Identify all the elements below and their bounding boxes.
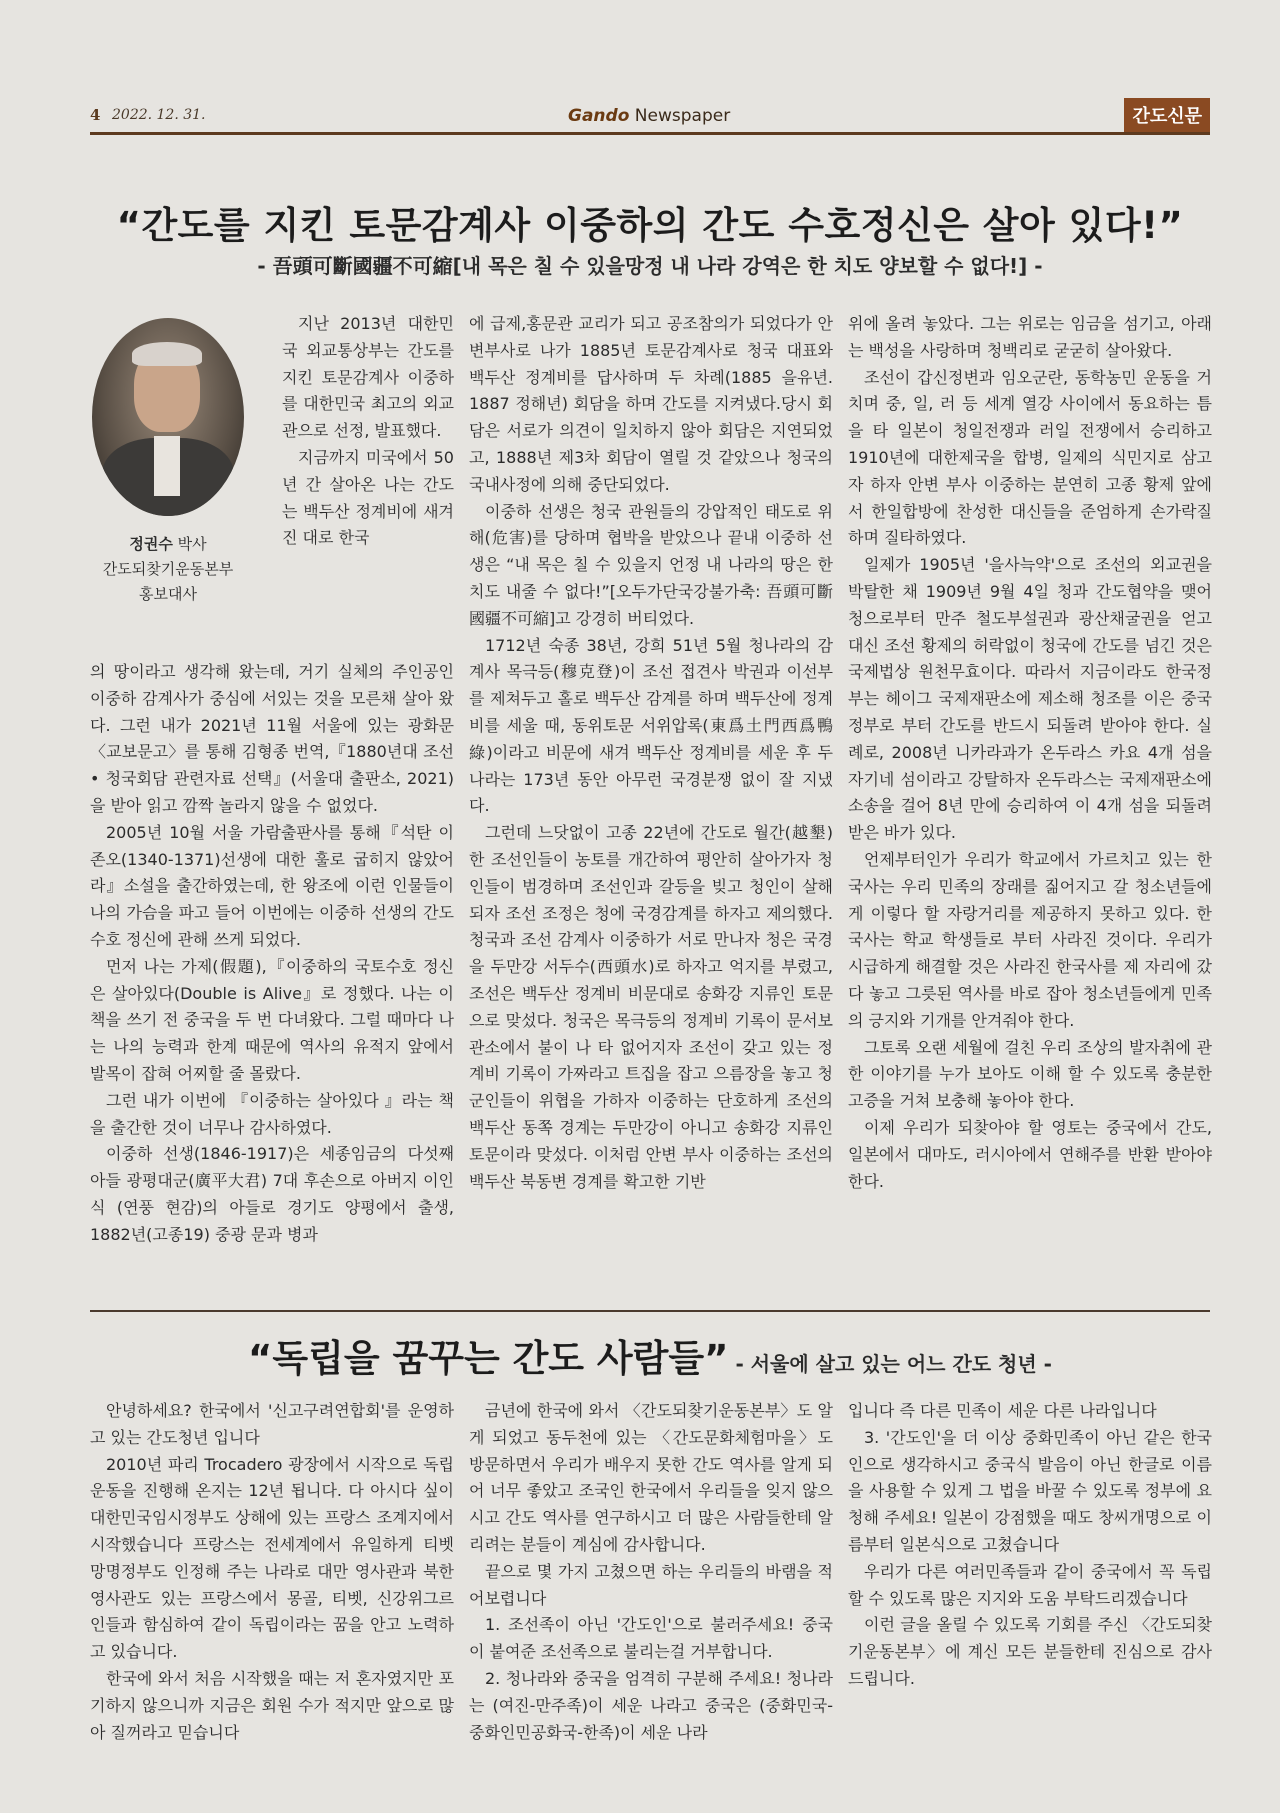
paragraph: 2005년 10월 서울 가람출판사를 통해『석탄 이존오(1340-1371)선생에 대한 훌로 굽히지 않았어라』소설을 출간하였는데, 한 왕조에 이런 인물들이 나의 가슴을 파고 들어 이번에는 이중하 선생의 간도수호 정신에 관해 쓰게 되었다. xyxy=(90,822,454,949)
article2-col3 xyxy=(848,1398,1212,1693)
article1-col3 xyxy=(848,311,1212,1195)
paragraph: 입니다 즉 다른 민족이 세운 다른 나라입니다 xyxy=(848,1401,1157,1420)
paragraph: 의 땅이라고 생각해 왔는데, 거기 실체의 주인공인 이중하 감계사가 중심에 서있는 것을 모른채 살아 왔다. 그런 내가 2021년 11월 서울에 있는 광화문 〈교보문고〉를 통해 김형종 번역,『1880년대 조선• 청국회담 관련자료 선택』(서울대 출판소, 2021)을 받아 읽고 깜짝 놀라지 않을 수 없었다. xyxy=(90,662,454,815)
article2-subtitle: - 서울에 살고 있는 어느 간도 청년 - xyxy=(728,1352,1052,1376)
paragraph: 한국에 와서 처음 시작했을 때는 저 혼자였지만 포기하지 않으니까 지금은 회원 수가 적지만 앞으로 많아 질꺼라고 믿습니다 xyxy=(90,1668,454,1742)
paragraph: 2010년 파리 Trocadero 광장에서 시작으로 독립운동을 진행해 온지는 12년 됩니다. 다 아시다 싶이 대한민국임시정부도 상해에 있는 프랑스 조계지에서 시작했습니다 프랑스는 전세계에서 유일하게 티벳 망명정부도 인정해 주는 나라로 대만 영사관과 북한 영사관도 있는 프랑스에서 몽골, 티벳, 신강위그르 인들과 함심하여 같이 독립이라는 꿈을 안고 노력하고 있습니다. xyxy=(90,1454,454,1662)
article2-title: “독립을 꿈꾸는 간도 사람들” xyxy=(248,1337,729,1380)
article1-title: “간도를 지킨 토문감계사 이중하의 간도 수호정신은 살아 있다!” xyxy=(116,204,1184,247)
paragraph: 2. 청나라와 중국을 엄격히 구분해 주세요! 청나라는 (여진-만주족)이 세운 나라고 중국은 (중화민국-중화인민공화국-한족)이 세운 나라 xyxy=(469,1668,833,1742)
paragraph: 그런 내가 이번에 『이중하는 살아있다 』라는 책을 출간한 것이 너무나 감사하였다. xyxy=(90,1090,454,1137)
paragraph: 이중하 선생(1846-1917)은 세종임금의 다섯째 아들 광평대군(廣平大君) 7대 후손으로 아버지 이인식 (연풍 현감)의 아들로 경기도 양평에서 출생, 1882년(고종19) 중광 문과 병과 xyxy=(90,1144,454,1244)
article2-col2 xyxy=(469,1398,833,1746)
paragraph: 이중하 선생은 청국 관원들의 강압적인 태도로 위해(危害)를 당하며 협박을 받았으나 끝내 이중하 선생은 “내 목은 칠 수 있을지 언정 내 나라의 땅은 한치도 내줄 수 없다!”[오두가단국강불가축: 吾頭可斷國疆不可縮]고 강경히 버티었다. xyxy=(469,501,833,628)
paragraph: 에 급제,홍문관 교리가 되고 공조참의가 되었다가 안변부사로 나가 1885년 토문감계사로 청국 대표와 백두산 정계비를 답사하며 두 차례(1885 을유년. 1887 정해년) 회담을 하며 간도를 지켜냈다.당시 회담은 서로가 의견이 일치하지 않아 회담은 지연되었고, 1888년 제3차 회담이 열릴 것 같았으나 청국의 국내사정에 의해 중단되었다. xyxy=(469,314,833,494)
article1-col1-intro xyxy=(282,311,454,552)
author-title: 박사 xyxy=(172,535,207,553)
article2-col1 xyxy=(90,1398,454,1746)
paragraph: 지난 2013년 대한민국 외교통상부는 간도를 지킨 토문감계사 이중하를 대한민국 최고의 외교관으로 선정, 발표했다. xyxy=(282,314,454,441)
paragraph: 1. 조선족이 아닌 '간도인'으로 불러주세요! 중국이 붙여준 조선족으로 불리는걸 거부합니다. xyxy=(469,1615,833,1662)
article1-col2 xyxy=(469,311,833,1195)
issue-date: 2022. 12. 31. xyxy=(112,107,206,123)
paragraph: 위에 올려 놓았다. 그는 위로는 임금을 섬기고, 아래는 백성을 사랑하며 청백리로 굳굳히 살아왔다. xyxy=(848,314,1212,360)
header-rule xyxy=(90,132,1210,135)
paragraph: 끝으로 몇 가지 고쳤으면 하는 우리들의 바램을 적어보렵니다 xyxy=(469,1561,833,1608)
author-name: 정권수 xyxy=(129,535,173,553)
page-number: 4 xyxy=(90,106,101,124)
paragraph: 그런데 느닷없이 고종 22년에 간도로 월간(越墾)한 조선인들이 농토를 개간하여 평안히 살아가자 청인들이 범경하며 조선인과 갈등을 빚고 청인이 살해되자 조선 조정은 청에 국경감계를 하자고 제의했다. 청국과 조선 감계사 이중하가 서로 만나자 청은 국경을 두만강 서두수(西頭水)로 하자고 억지를 부렸고, 조선은 백두산 정계비 비문대로 송화강 지류인 토문으로 맞섰다. 청국은 목극등의 정계비 기록이 문서보관소에서 불이 나 타 없어지자 조선이 갖고 있는 정계비 기록이 가짜라고 트집을 잡고 으름장을 놓고 청 군인들이 위협을 가하자 이중하는 단호하게 조선의 백두산 동쪽 경계는 두만강이 아니고 송화강 지류인 토문이라 맞섰다. 이처럼 안변 부사 이중하는 조선의 백두산 북동변 경계를 확고한 기반 xyxy=(469,823,833,1191)
paragraph: 지금까지 미국에서 50년 간 살아온 나는 간도는 백두산 정계비에 새겨진 대로 한국 xyxy=(282,447,454,548)
newspaper-brand xyxy=(568,106,730,126)
paragraph: 이제 우리가 되찾아야 할 영토는 중국에서 간도, 일본에서 대마도, 러시아에서 연해주를 반환 받아야 한다. xyxy=(848,1117,1212,1191)
author-role: 홍보대사 xyxy=(139,585,197,603)
brand-bold: Gando xyxy=(568,106,630,126)
paragraph: 우리가 다른 여러민족들과 같이 중국에서 꼭 독립할 수 있도록 많은 지지와 도움 부탁드리겠습니다 xyxy=(848,1561,1212,1608)
author-photo xyxy=(92,318,244,516)
paragraph: 3. '간도인'을 더 이상 중화민족이 아닌 같은 한국인으로 생각하시고 중국식 발음이 아닌 한글로 이름을 사용할 수 있게 그 법을 바꿀 수 있도록 정부에 요청해 주세요! 일본이 강점했을 때도 창씨개명으로 이름부터 일본식으로 고쳤습니다 xyxy=(848,1427,1212,1554)
paragraph: 금년에 한국에 와서 〈간도되찾기운동본부〉도 알게 되었고 동두천에 있는 〈간도문화체험마을〉도 방문하면서 우리가 배우지 못한 간도 역사를 알게 되어 너무 좋았고 조국인 한국에서 우리들을 잊지 않으시고 간도 역사를 연구하시고 더 많은 사람들한테 알리려는 분들이 계심에 감사합니다. xyxy=(469,1401,833,1554)
page-header xyxy=(90,102,1210,132)
paragraph: 안녕하세요? 한국에서 '신고구려연합회'를 운영하고 있는 간도청년 입니다 xyxy=(90,1401,454,1447)
paragraph: 먼저 나는 가제(假題),『이중하의 국토수호 정신은 살아있다(Double is Alive』로 정했다. 나는 이 책을 쓰기 전 중국을 두 번 다녀왔다. 그럴 때마다 나는 나의 능력과 한계 때문에 역사의 유적지 앞에서 발목이 잡혀 어찌할 줄 몰랐다. xyxy=(90,956,454,1083)
article1-col1-body xyxy=(90,659,454,1249)
section-divider xyxy=(90,1310,1210,1312)
paragraph: 이런 글을 올릴 수 있도록 기회를 주신 〈간도되찾기운동본부〉에 계신 모든 분들한테 진심으로 감사드립니다. xyxy=(848,1615,1212,1688)
brand-rest: Newspaper xyxy=(629,106,731,126)
paragraph: 언제부터인가 우리가 학교에서 가르치고 있는 한국사는 우리 민족의 장래를 짊어지고 갈 청소년들에게 이렇다 할 자랑거리를 제공하지 못하고 있다. 한국사는 학교 학생들로 부터 사라진 것이다. 우리가 시급하게 해결할 것은 사라진 한국사를 제 자리에 갔다 놓고 그릇된 역사를 바로 잡아 청소년들에게 민족의 긍지와 기개를 안겨줘야 한다. xyxy=(848,849,1212,1030)
article1-subtitle: - 吾頭可斷國疆不可縮[내 목은 칠 수 있을망정 내 나라 강역은 한 치도 양보할 수 없다!] - xyxy=(257,254,1043,278)
paragraph: 일제가 1905년 '을사늑약'으로 조선의 외교권을 박탈한 채 1909년 9월 4일 청과 간도협약을 맺어 청으로부터 만주 철도부설권과 광산채굴권을 얻고 대신 조선 황제의 허락없이 청국에 간도를 넘긴 것은 국제법상 원천무효이다. 따라서 지금이라도 한국정부는 헤이그 국제재판소에 제소해 청조를 이은 중국 정부로 부터 간도를 반드시 되돌려 받아야 한다. 실례로, 2008년 니카라과가 온두라스 카요 4개 섬을 자기네 섬이라고 강탈하자 온두라스는 국제재판소에 소송을 걸어 8년 만에 승리하여 이 4개 섬을 되돌려 받은 바가 있다. xyxy=(848,555,1212,843)
paragraph: 조선이 갑신정변과 임오군란, 동학농민 운동을 거치며 중, 일, 러 등 세계 열강 사이에서 동요하는 틈을 타 일본이 청일전쟁과 러일 전쟁에서 승리하고 1910년에 대한제국을 합병, 일제의 식민지로 삼고자 하자 안변 부사 이중하는 분연히 고종 황제 앞에서 한일합방에 찬성한 대신들을 준엄하게 손가락질 하며 질타하였다. xyxy=(848,367,1212,548)
paragraph: 1712년 숙종 38년, 강희 51년 5월 청나라의 감계사 목극등(穆克登)이 조선 접견사 박권과 이선부를 제쳐두고 홀로 백두산 감계를 하며 백두산에 정계비를 세울 때, 동위토문 서위압록(東爲土門西爲鴨綠)이라고 비문에 새겨 백두산 정계비를 세운 후 두 나라는 173년 동안 아무런 국경분쟁 없이 잘 지냈다. xyxy=(469,635,833,816)
article2-heading xyxy=(90,1328,1210,1382)
author-caption xyxy=(78,532,258,607)
newspaper-badge: 간도신문 xyxy=(1124,98,1210,132)
paragraph: 그토록 오랜 세월에 걸친 우리 조상의 발자취에 관한 이야기를 누가 보아도 이해 할 수 있도록 충분한 고증을 거쳐 보충해 놓아야 한다. xyxy=(848,1037,1212,1111)
author-org: 간도되찾기운동본부 xyxy=(102,560,234,578)
